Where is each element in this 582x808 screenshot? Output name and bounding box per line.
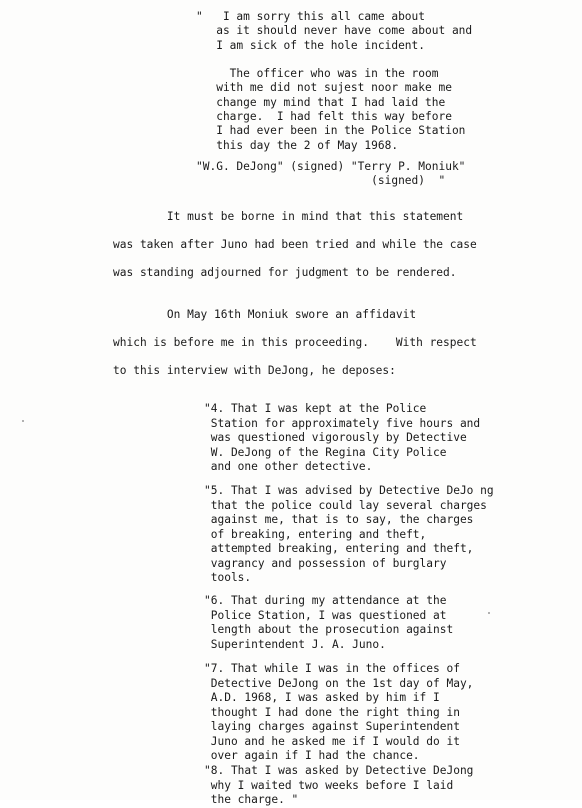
affidavit-line: over again if I had the chance. [204,749,420,762]
affidavit-line: of breaking, entering and theft, [204,527,427,541]
quote-line: with me did not sujest noor make me [196,81,452,95]
quote-line: this day the 2 of May 1968. [196,138,399,152]
affidavit-line: thought I had done the right thing in [204,705,460,719]
affidavit-line: that the police could lay several charges [204,498,487,512]
body-line: to this interview with DeJong, he deposes: [113,364,396,377]
scan-speck [22,420,24,422]
quote-line: as it should never have come about and [196,24,473,38]
affidavit-item-6 [204,594,534,652]
affidavit-line: W. DeJong of the Regina City Police [204,445,447,459]
affidavit-line: the charge. " [204,793,299,806]
signature-line [196,160,496,189]
affidavit-line: Superintendent J. A. Juno. [204,637,386,651]
affidavit-line: tools. [204,571,252,584]
quote-line: charge. I had felt this way before [196,110,452,124]
affidavit-line: laying charges against Superintendent [204,720,460,733]
body-paragraph-1 [113,210,533,280]
scan-speck [488,612,490,614]
affidavit-line: "4. That I was kept at the Police [204,402,427,415]
affidavit-line: attempted breaking, entering and theft, [204,542,474,555]
affidavit-item-4 [204,402,534,475]
affidavit-line: "7. That while I was in the offices of [204,662,460,675]
quote-line: I had ever been in the Police Station [196,124,466,138]
quote-line: The officer who was in the room [196,67,439,81]
affidavit-line: Juno and he asked me if I would do it [204,734,460,748]
affidavit-line: "8. That I was asked by Detective DeJong [204,764,474,777]
body-line: was taken after Juno had been tried and while the case [113,238,477,251]
quoted-statement [196,10,496,153]
quote-line: change my mind that I had laid the [196,95,446,109]
affidavit-line: A.D. 1968, I was asked by him if I [204,691,440,704]
body-paragraph-2 [113,308,533,378]
affidavit-line: "6. That during my attendance at the [204,594,447,607]
body-line: It must be borne in mind that this statement [113,210,464,223]
body-line: which is before me in this proceeding. With respect [113,336,477,349]
affidavit-line: length about the prosecution against [204,623,454,636]
quote-line: " I am sorry this all came about [196,10,426,23]
quote-line [196,53,496,67]
affidavit-line: Detective DeJong on the 1st day of May, [204,676,474,690]
affidavit-line: why I waited two weeks before I laid [204,778,454,792]
quote-line: I am sick of the hole incident. [196,38,426,52]
signature-signed: (signed) " [196,174,446,188]
affidavit-line: and one other detective. [204,460,373,473]
body-line: was standing adjourned for judgment to be rendered. [113,266,457,279]
body-line: On May 16th Moniuk swore an affidavit [113,308,417,321]
affidavit-line: "5. That I was advised by Detective DeJo ng [204,484,494,497]
affidavit-item-5 [204,484,534,586]
affidavit-line: vagrancy and possession of burglary [204,556,447,570]
affidavit-line: was questioned vigorously by Detective [204,431,467,444]
affidavit-item-8 [204,764,534,808]
affidavit-line: Police Station, I was questioned at [204,608,447,622]
affidavit-item-7 [204,662,534,764]
affidavit-line: Station for approximately five hours and [204,416,481,430]
affidavit-line: against me, that is to say, the charges [204,513,474,526]
signature-names: "W.G. DeJong" (signed) "Terry P. Moniuk" [196,160,466,173]
